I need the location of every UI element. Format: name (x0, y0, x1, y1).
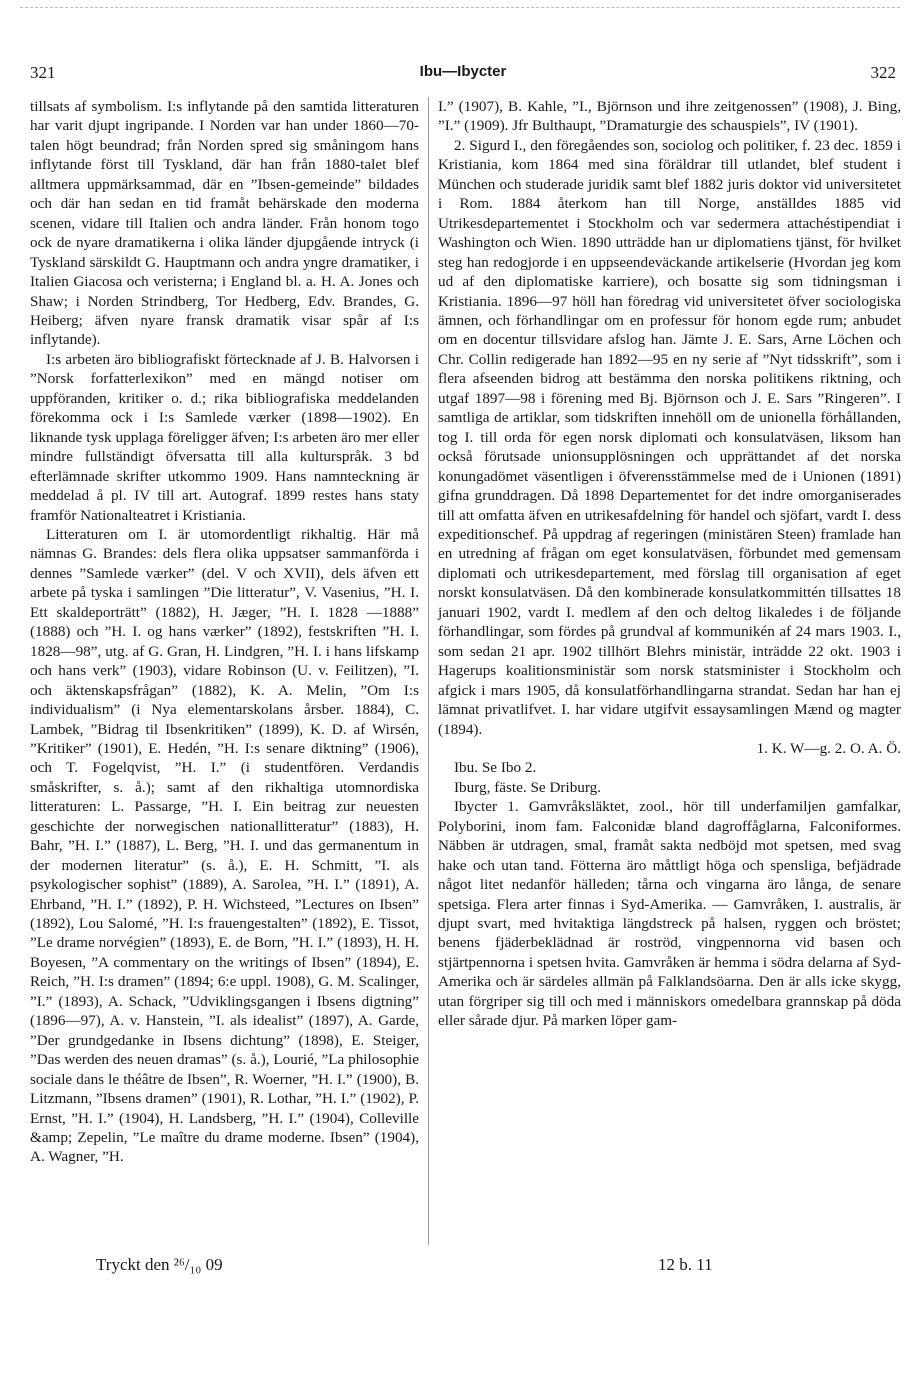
paragraph: tillsats af symbolism. I:s inflytande på den samtida litteraturen har varit djupt ingripande. I Norden var han under 1860—70-talen högt beundrad; från Norden spred sig småningom hans inflytande först till Tyskland, där han från 1880-talet blef alltmera uppmärksammad, där en ”Ibsen-gemeinde” bildades och där han sedan en tid framåt behärskade den moderna scenen, vidare till Italien och andra länder. Från honom togo ock de nyare dramatikerna i olika länder djupgående intryck (i Tyskland särskildt G. Hauptmann och andra yngre dramatiker, i Italien Giacosa och veristerna; i England bl. a. H. A. Jones och Shaw; i Norden Strindberg, Tor Hedberg, Edv. Brandes, G. Heiberg; äfven nyare fransk dramatik visar spår af I:s inflytande). (30, 98, 419, 349)
page-number-right: 322 (870, 63, 896, 82)
paragraph: Litteraturen om I. är utomordentligt rikhaltig. Här må nämnas G. Brandes: dels flera olika uppsatser sammanförda i dennes ”Samlede værker” (del. V och XVII), dels äfven ett arbete på tyska i samlingen ”Die litteratur”, V. Vasenius, ”H. I. Ett skaldeporträtt” (1882), H. Jæger, ”H. I. 1828 —1888” (1888) och ”H. I. og hans værker” (1892), festskriften ”H. I. 1828—98”, utg. af G. Gran, H. Lindgren, ”H. I. i hans lifskamp och hans verk” (1903), vidare Robinson (U. v. Feilitzen), ”I. och äktenskapsfrågan” (1882), K. A. Melin, ”Om I:s individualism” (i Nya elementarskolans årsber. 1884), C. Lambek, ”Bidrag til Ibsenkritiken” (1899), K. D. af Wirsén, ”Kritiker” (1901), E. Hedén, ”H. I:s senare diktning” (1906), och T. Fogelqvist, ”H. I.” (i studentfören. Verdandis småskrifter, s. å.); samt af den rikhaltiga utomnordiska litteraturen: L. Passarge, ”H. I. Ein beitrag zur neuesten geschichte der norwegischen nationallitteratur” (1883), H. Bahr, ”H. I.” (1887), L. Berg, ”H. I. und das germanentum in der modernen literatur” (s. å.), E. H. Schmitt, ”I. als psykologischer sophist” (1889), A. Sarolea, ”H. I.” (1891), A. Ehrband, ”H. I.” (1892), P. H. Wichsteed, ”Lectures on Ibsen” (1892), Lou Salomé, ”H. I:s frauengestalten” (1892), E. Tissot, ”Le drame norvégien” (1893), E. de Born, ”H. I.” (1893), H. H. Boyesen, ”A commentary on the writings of Ibsen” (1894), E. Reich, ”H. I:s dramen” (1894; 6:e uppl. 1908), G. M. Scalinger, ”I.” (1893), A. Schack, ”Udviklingsgangen i Ibsens digtning” (1896—97), A. v. Hanstein, ”I. als idealist” (1897), A. Garde, ”Der grundgedanke in Ibsens dichtung” (1898), E. Steiger, ”Das werden des neuen dramas” (s. å.), Lourié, ”La philosophie sociale dans le théâtre de Ibsen”, R. Woerner, ”H. I.” (1900), B. Litzmann, ”Ibsens dramen” (1901), R. Lothar, ”H. I.” (1902), P. Ernst, ”H. I.” (1904), H. Landsberg, ”H. I.” (1904), Colleville &amp; Zepelin, ”Le maître du drame moderne. Ibsen” (1904), A. Wagner, ”H. (30, 525, 419, 1166)
entry-ibycter: Ibycter 1. Gamvråksläktet, zool., hör till underfamiljen gamfalkar, Polyborini, inom fam. Falconidæ bland dagroffåglarna, Falconiformes. Näbben är utdragen, smal, framåt sakta nedböjd mot spetsen, med svag hake och utan tand. Fötterna äro måttligt höga och spensliga, befjädrade något litet nedanför hälleden; tårna och vingarna äro långa, de senare spetsiga. Flera arter finnas i Syd-Amerika. — Gamvråken, I. australis, är djupt svart, med hvitaktiga längdstreck på halsen, ryggen och bröstet; benens fjäderbeklädnad är roströd, vingpennorna vid basen och stjärtpennorna i spetsen hvita. Gamvråken är hemma i södra delarna af Syd-Amerika och är särdeles allmän på Falklandsöarna. Den är alls icke skygg, utan förgriper sig till och med i människors omedelbara grannskap på döda eller sårade djur. På marken löper gam- (438, 798, 901, 1030)
right-column (438, 97, 901, 1031)
entry-ibu: Ibu. Se Ibo 2. (454, 759, 537, 777)
sheet-signature: 12 b. 11 (658, 1255, 713, 1274)
paragraph: I.” (1907), B. Kahle, ”I., Björnson und ihre zeitgenossen” (1908), J. Bing, ”I.” (1909). Jfr Bulthaupt, ”Dramaturgie des schauspiels”, IV (1901). (438, 98, 901, 135)
top-rule (20, 7, 900, 8)
author-signatures: 1. K. W—g. 2. O. A. Ö. (756, 739, 901, 757)
paragraph: I:s arbeten äro bibliografiskt förtecknade af J. B. Halvorsen i ”Norsk forfatterlexikon” med en mängd notiser om uppföranden, kritiker o. d.; rika bibliografiska meddelanden förekomma ock i I:s Samlede værker (1898—1902). En liknande tysk upplaga föreligger äfven; I:s arbeten äro mer eller mindre fullständigt öfversatta till alla kulturspråk. 3 bd efterlämnade skrifter utkommo 1909. Hans namnteckning är meddelad å pl. IV till art. Autograf. 1899 restes hans staty framför Nationalteatret i Kristiania. (30, 350, 419, 524)
paragraph: 2. Sigurd I., den föregåendes son, sociolog och politiker, f. 23 dec. 1859 i Kristiania, kom 1864 med sina föräldrar till utlandet, blef student i München och studerade juridik samt blef 1882 juris doktor vid universitetet i Rom. 1884 återkom han till Norge, anställdes 1885 vid Utrikesdepartementet i Stockholm och var sedermera attachéstipendiat i Washington och Wien. 1890 utträdde han ur diplomatiens tjänst, för hvilket steg han redogjorde i en uppseendeväckande artikelserie (Hvordan jeg kom ud af den diplomatiske karriere), och bosatte sig som tidningsman i Kristiania. 1896—97 höll han föredrag vid universitetet öfver sociologiska ämnen, och förhandlingar om en professur för honom egde rum; anbudet om en docentur tillsvidare afslog han. Jämte J. E. Sars, Arne Löchen och Chr. Collin redigerade han 1892—95 en ny serie af ”Nyt tidsskrift”, som i flera afseenden bidrog att bestämma den norska politikens riktning, och utgaf 1897—98 i förening med Bj. Björnson och J. E. Sars ”Ringeren”. I samtliga de artiklar, som tidskriften innehöll om de unionella förhållanden, tog I. till orda för egen norsk diplomati och konsulatväsen, liksom han också förutsade unionsupplösningen och upprättandet af det norska konungadömet väsentligen i öfverensstämmelse med de i Unionen (1891) gifna grunddragen. Då 1898 Departementet for det indre omorganiserades till att omfatta äfven en utrikesafdelning för handel och sjöfart, vardt I. dess expeditionschef. På uppdrag af regeringen (ministären Steen) framlade han en utredning af frågan om eget konsulatväsen, förbundet med gemensam diplomati och utrikesdepartement, med förslag till organisation af eget norskt konsulatväsen. Då den kombinerade konsulatkommittén tillsattes 18 januari 1902, vardt I. medlem af den och deltog likaledes i de följande förhandlingar, som fördes på grundval af kommunikén af 24 mars 1903. I., som sedan 21 apr. 1902 tillhört Blehrs ministär, inträdde 22 okt. 1903 i Hagerups koalitionsministär som norsk statsminister i Stockholm och afgick i mars 1905, då konsulatförhandlingarna strandat. Sedan har han ej lämnat privatlifvet. I. har vidare utgifvit essaysamlingen Mænd og magter (1894). (438, 136, 901, 738)
running-head: Ibu—Ibycter (419, 63, 507, 80)
left-column (30, 97, 419, 1167)
column-divider (428, 97, 429, 1245)
page-number-left: 321 (30, 63, 56, 82)
print-date: Tryckt den ²⁶/₁₀ 09 (96, 1255, 223, 1274)
page-header (30, 63, 896, 87)
entry-iburg: Iburg, fäste. Se Driburg. (454, 778, 602, 796)
